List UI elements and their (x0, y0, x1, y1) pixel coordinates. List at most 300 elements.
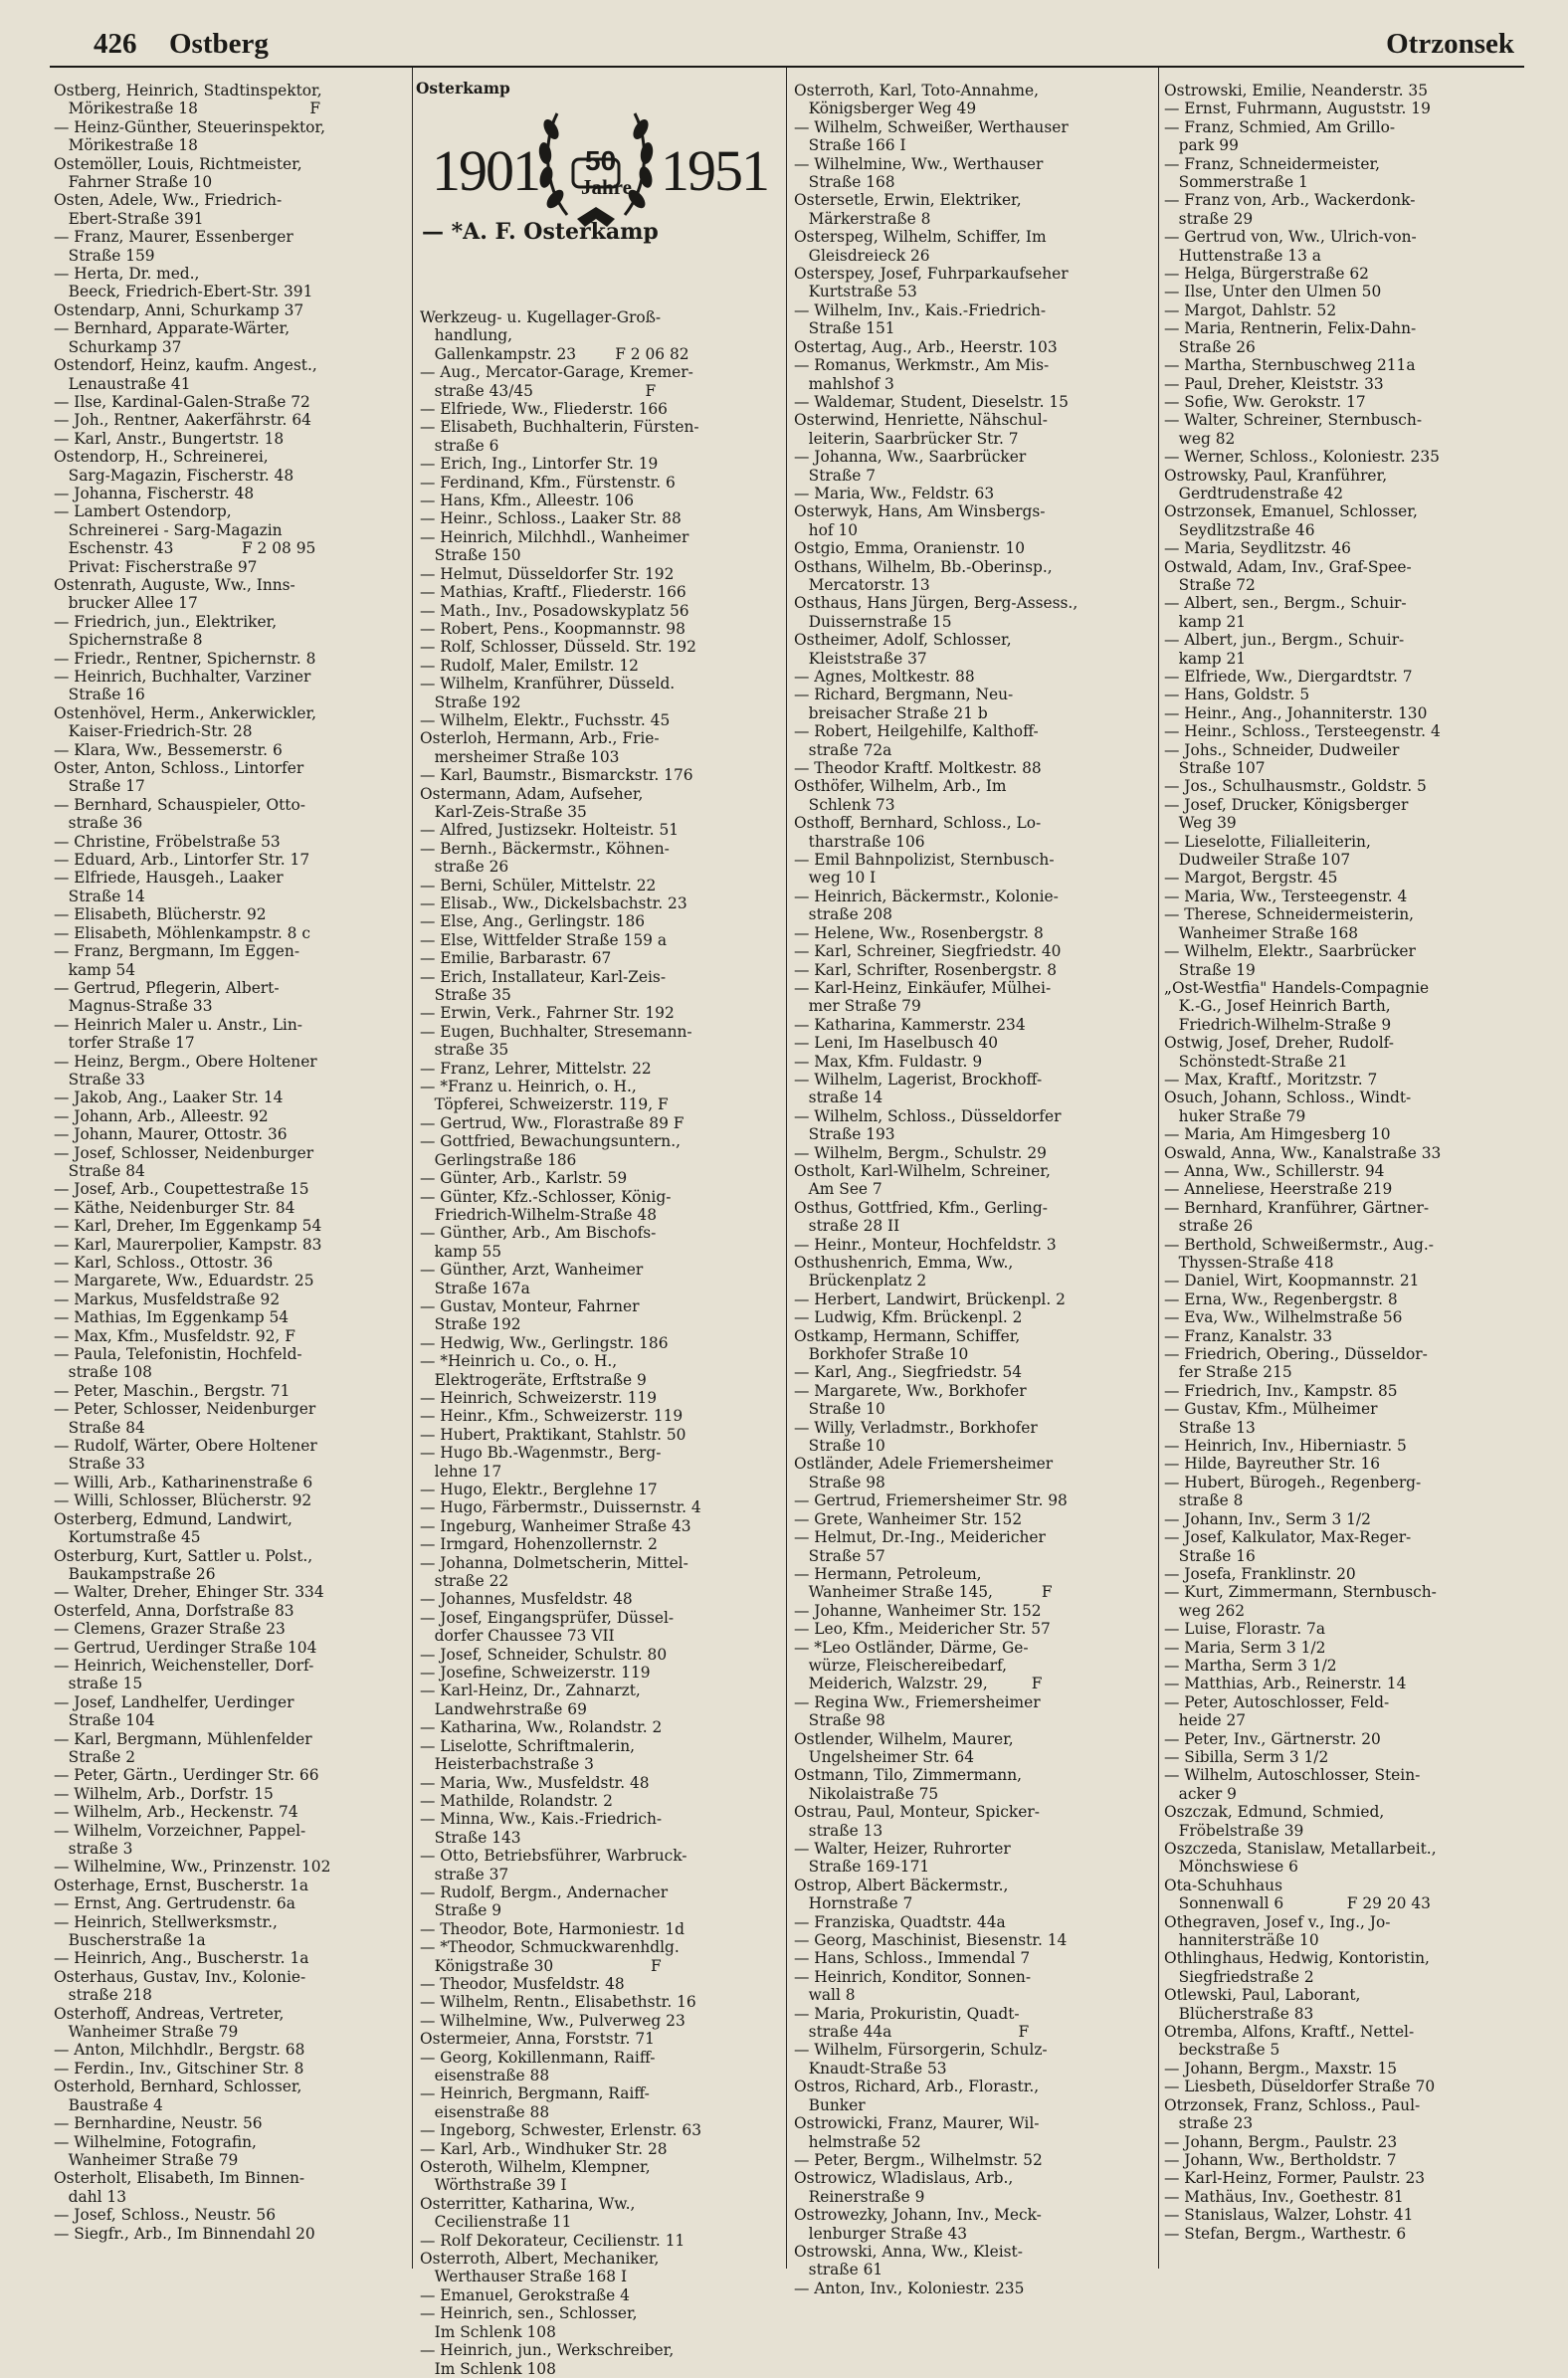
entry-line: Oswald, Anna, Ww., Kanalstraße 33 (1164, 1143, 1442, 1162)
entry-line: Straße 169-171 (794, 1858, 930, 1877)
entry-line: — Joh., Rentner, Aakerfährstr. 64 (54, 411, 311, 430)
entry-line: Ostmann, Tilo, Zimmermann, (794, 1766, 1022, 1785)
entry-line: — Peter, Bergm., Wilhelmstr. 52 (794, 2150, 1043, 2169)
entry-line: — Markus, Musfeldstraße 92 (54, 1289, 281, 1308)
entry-line: straße 208 (794, 905, 892, 924)
entry-line: — Hermann, Petroleum, (794, 1564, 982, 1583)
entry-line: — Hans, Goldstr. 5 (1164, 686, 1310, 704)
entry-line: Duissernstraße 15 (794, 612, 952, 631)
entry-line: — Daniel, Wirt, Koopmannstr. 21 (1164, 1272, 1420, 1290)
entry-line: — Luise, Florastr. 7a (1164, 1620, 1326, 1639)
entry-line: Oszczeda, Stanislaw, Metallarbeit., (1164, 1840, 1437, 1858)
entry-line: Ostwig, Josef, Dreher, Rudolf- (1164, 1034, 1394, 1053)
entry-line: park 99 (1164, 136, 1239, 155)
entry-line: — Kurt, Zimmermann, Sternbusch- (1164, 1583, 1437, 1602)
entry-line: — Peter, Gärtn., Uerdinger Str. 66 (54, 1766, 319, 1785)
entry-line: — Albert, jun., Bergm., Schuir- (1164, 631, 1405, 650)
entry-line: Ostros, Richard, Arb., Florastr., (794, 2078, 1040, 2096)
entry-line: — Willi, Schlosser, Blücherstr. 92 (54, 1491, 312, 1510)
entry-line: — Paula, Telefonistin, Hochfeld- (54, 1345, 302, 1364)
entry-line: — Karl, Schrifter, Rosenbergstr. 8 (794, 960, 1058, 979)
entry-line: — Hans, Kfm., Alleestr. 106 (420, 492, 635, 510)
entry-line: Straße 84 (54, 1161, 145, 1180)
entry-line: Meiderich, Walzstr. 29, F (794, 1675, 1043, 1693)
entry-line: — Josef, Schloss., Neustr. 56 (54, 2206, 276, 2225)
entry-line: Karl-Zeis-Straße 35 (420, 802, 587, 821)
entry-line: Straße 10 (794, 1400, 885, 1419)
entry-line: — Eva, Ww., Wilhelmstraße 56 (1164, 1308, 1403, 1327)
entry-line: Landwehrstraße 69 (420, 1699, 587, 1718)
entry-line: — Liselotte, Schriftmalerin, (420, 1736, 636, 1755)
entry-line: eisenstraße 88 (420, 2102, 550, 2121)
firm-name: — *A. F. Osterkamp (422, 219, 659, 245)
entry-line: — Heinr., Schloss., Laaker Str. 88 (420, 509, 682, 528)
entry-line: Otlewski, Paul, Laborant, (1164, 1986, 1361, 2005)
entry-line: — Franz, Kanalstr. 33 (1164, 1326, 1333, 1345)
entry-line: straße 44a F (794, 2023, 1030, 2042)
entry-line: — Franz, Lehrer, Mittelstr. 22 (420, 1059, 652, 1078)
entry-line: straße 37 (420, 1865, 509, 1883)
entry-line: straße 26 (420, 858, 509, 877)
entry-line: Ostrowski, Anna, Ww., Kleist- (794, 2242, 1023, 2261)
entry-line: — Gustav, Monteur, Fahrner (420, 1296, 640, 1315)
entry-line: — Karl, Maurerpolier, Kampstr. 83 (54, 1235, 322, 1254)
entry-line: — Alfred, Justizsekr. Holteistr. 51 (420, 821, 680, 840)
entry-line: weg 82 (1164, 429, 1236, 448)
entry-line: Otremba, Alfons, Kraftf., Nettel- (1164, 2023, 1415, 2042)
entry-line: Thyssen-Straße 418 (1164, 1254, 1334, 1272)
entry-line: Osthans, Wilhelm, Bb.-Oberinsp., (794, 557, 1053, 576)
entry-line: acker 9 (1164, 1784, 1237, 1803)
entry-line: — Rolf, Schlosser, Düsseld. Str. 192 (420, 638, 696, 657)
entry-line: straße 72a (794, 740, 892, 759)
entry-line: Straße 13 (1164, 1418, 1256, 1437)
entry-line: — Herta, Dr. med., (54, 265, 200, 284)
entry-line: Kaiser-Friedrich-Str. 28 (54, 722, 253, 741)
entry-line: — Karl, Schreiner, Siegfriedstr. 40 (794, 942, 1062, 961)
entry-line: Osten, Adele, Ww., Friedrich- (54, 191, 283, 210)
entry-line: Osteroth, Wilhelm, Klempner, (420, 2158, 651, 2177)
column-rule (786, 68, 787, 2269)
entry-line: — Wilhelm, Arb., Dorfstr. 15 (54, 1784, 274, 1803)
entry-line: — Johann, Maurer, Ottostr. 36 (54, 1125, 288, 1144)
entry-line: straße 28 II (794, 1217, 900, 1236)
entry-line: Straße 84 (54, 1418, 145, 1437)
entry-line: Knaudt-Straße 53 (794, 2059, 947, 2078)
entry-line: — Robert, Pens., Koopmannstr. 98 (420, 619, 686, 638)
entry-line: — Franz, Bergmann, Im Eggen- (54, 942, 300, 961)
entry-line: — Helene, Ww., Rosenbergstr. 8 (794, 923, 1044, 942)
entry-line: — Christine, Fröbelstraße 53 (54, 832, 281, 851)
entry-line: Straße 104 (54, 1711, 155, 1730)
entry-line: — Heinr., Kfm., Schweizerstr. 119 (420, 1407, 684, 1426)
entry-line: Schlenk 73 (794, 795, 895, 814)
logo-year-right: 1951 (661, 138, 768, 203)
entry-line: heide 27 (1164, 1711, 1247, 1730)
entry-line: — Minna, Ww., Kais.-Friedrich- (420, 1810, 663, 1829)
entry-line: — Maria, Am Himgesberg 10 (1164, 1125, 1391, 1144)
entry-line: — Heinr., Ang., Johanniterstr. 130 (1164, 703, 1428, 722)
entry-line: Oster, Anton, Schloss., Lintorfer (54, 759, 304, 778)
entry-line: — Josef, Eingangsprüfer, Düssel- (420, 1608, 675, 1627)
entry-line: — Max, Kraftf., Moritzstr. 7 (1164, 1070, 1378, 1089)
entry-line: — Martha, Serm 3 1/2 (1164, 1656, 1337, 1675)
entry-line: — Johanna, Dolmetscherin, Mittel- (420, 1553, 688, 1572)
entry-line: — Helmut, Dr.-Ing., Meidericher (794, 1528, 1046, 1547)
entry-line: — Mathilde, Rolandstr. 2 (420, 1791, 613, 1810)
entry-line: Osterhaus, Gustav, Inv., Kolonie- (54, 1967, 306, 1986)
entry-line: Hornstraße 7 (794, 1894, 913, 1913)
entry-line: — Franz, Schneidermeister, (1164, 154, 1381, 173)
entry-line: Weg 39 (1164, 814, 1237, 833)
entry-line: Osterburg, Kurt, Sattler u. Polst., (54, 1546, 313, 1565)
entry-line: — *Leo Ostländer, Därme, Ge- (794, 1638, 1029, 1657)
entry-line: Lenaustraße 41 (54, 374, 191, 393)
entry-line: — Hugo Bb.-Wagenmstr., Berg- (420, 1444, 662, 1463)
entry-line: — Heinrich, Inv., Hiberniastr. 5 (1164, 1437, 1407, 1456)
entry-line: — Friedr., Rentner, Spichernstr. 8 (54, 649, 316, 668)
entry-line: — Heinrich, Konditor, Sonnen- (794, 1967, 1032, 1986)
entry-line: Straße 168 (794, 173, 895, 192)
entry-line: straße 43/45 F (420, 381, 657, 400)
entry-line: Cecilienstraße 11 (420, 2213, 572, 2232)
entry-line: — Hedwig, Ww., Gerlingstr. 186 (420, 1333, 669, 1352)
entry-line: Straße 16 (1164, 1546, 1256, 1565)
entry-line: Baustraße 4 (54, 2095, 163, 2114)
entry-line: — Rudolf, Wärter, Obere Holtener (54, 1437, 317, 1456)
entry-line: Eschenstr. 43 F 2 08 95 (54, 539, 316, 558)
entry-line: Osterloh, Hermann, Arb., Frie- (420, 729, 660, 748)
entry-line: Töpferei, Schweizerstr. 119, F (420, 1095, 669, 1114)
entry-line: — Liesbeth, Düseldorfer Straße 70 (1164, 2078, 1436, 2096)
entry-line: — Günter, Arb., Karlstr. 59 (420, 1169, 628, 1188)
entry-line: — Ilse, Unter den Ulmen 50 (1164, 283, 1382, 301)
entry-line: Gerlingstraße 186 (420, 1150, 577, 1169)
entry-line: — Bernhard, Apparate-Wärter, (54, 319, 291, 338)
entry-line: — Johanna, Fischerstr. 48 (54, 484, 255, 502)
entry-line: Huttenstraße 13 a (1164, 246, 1321, 265)
entry-line: — Eduard, Arb., Lintorfer Str. 17 (54, 851, 310, 870)
entry-line: Straße 72 (1164, 575, 1256, 594)
entry-line: — Gertrud, Uerdinger Straße 104 (54, 1638, 317, 1657)
entry-line: Mönchswiese 6 (1164, 1858, 1298, 1877)
entry-line: straße 61 (794, 2261, 883, 2279)
entry-line: — Maria, Serm 3 1/2 (1164, 1638, 1326, 1657)
entry-line: — Wilhelmine, Ww., Prinzenstr. 102 (54, 1858, 331, 1877)
entry-line: Fahrner Straße 10 (54, 173, 213, 192)
entry-line: Oszczak, Edmund, Schmied, (1164, 1803, 1385, 1822)
entry-line: Straße 192 (420, 1315, 521, 1334)
page-header (50, 22, 1524, 68)
entry-line: — *Franz u. Heinrich, o. H., (420, 1078, 637, 1096)
entry-line: — Karl-Heinz, Einkäufer, Mülhei- (794, 978, 1052, 997)
entry-line: Werthauser Straße 168 I (420, 2268, 628, 2286)
entry-line: straße 6 (420, 436, 499, 455)
entry-line: — Theodor, Bote, Harmoniestr. 1d (420, 1919, 685, 1938)
entry-line: — Heinrich, Weichensteller, Dorf- (54, 1656, 314, 1675)
entry-line: Ostrop, Albert Bäckermstr., (794, 1876, 1009, 1894)
entry-line: — Wilhelm, Rentn., Elisabethstr. 16 (420, 1993, 696, 2012)
entry-line: — Eugen, Buchhalter, Stresemann- (420, 1022, 692, 1041)
entry-line: — *Theodor, Schmuckwarenhdlg. (420, 1938, 680, 1957)
entry-line: straße 108 (54, 1363, 152, 1382)
entry-line: mer Straße 79 (794, 997, 921, 1016)
entry-line: — Mathäus, Inv., Goethestr. 81 (1164, 2187, 1404, 2206)
entry-line: Osthöfer, Wilhelm, Arb., Im (794, 777, 1007, 796)
entry-line: — Hubert, Praktikant, Stahlstr. 50 (420, 1425, 686, 1444)
entry-line: — Günther, Arb., Am Bischofs- (420, 1224, 657, 1243)
entry-line: — Aug., Mercator-Garage, Kremer- (420, 363, 693, 382)
entry-line: Straße 192 (420, 693, 521, 711)
entry-line: straße 35 (420, 1041, 509, 1060)
entry-line: Wanheimer Straße 79 (54, 2150, 239, 2169)
entry-line: Ebert-Straße 391 (54, 209, 204, 228)
entry-line: Straße 98 (794, 1473, 885, 1491)
entry-line: „Ost-Westfia" Handels-Compagnie (1164, 978, 1430, 997)
entry-line: — Wilhelm, Schweißer, Werthauser (794, 117, 1069, 136)
entry-line: — Johann, Bergm., Paulstr. 23 (1164, 2132, 1398, 2151)
entry-line: — Ernst, Fuhrmann, Auguststr. 19 (1164, 99, 1431, 118)
entry-line: — Gustav, Kfm., Mülheimer (1164, 1400, 1378, 1419)
entry-line: Osterhage, Ernst, Buscherstr. 1a (54, 1876, 308, 1894)
entry-line: — Walter, Dreher, Ehinger Str. 334 (54, 1583, 324, 1602)
entry-line: weg 10 I (794, 869, 877, 888)
entry-line: Elektrogeräte, Erftstraße 9 (420, 1370, 647, 1389)
entry-line: — Albert, sen., Bergm., Schuir- (1164, 594, 1407, 613)
entry-line: — Emilie, Barbarastr. 67 (420, 949, 612, 968)
entry-line: — *Heinrich u. Co., o. H., (420, 1352, 618, 1371)
entry-line: — Jos., Schulhausmstr., Goldstr. 5 (1164, 777, 1427, 796)
entry-line: Ostertag, Aug., Arb., Heerstr. 103 (794, 337, 1058, 356)
entry-line: kamp 55 (420, 1242, 502, 1261)
entry-line: — Katharina, Kammerstr. 234 (794, 1015, 1026, 1034)
entry-line: — Johann, Arb., Alleestr. 92 (54, 1106, 269, 1125)
entry-line: Straße 35 (420, 986, 511, 1005)
entry-line: — Friedrich, Inv., Kampstr. 85 (1164, 1381, 1398, 1400)
entry-line: — Heinrich, Schweizerstr. 119 (420, 1388, 658, 1407)
entry-line: Brückenplatz 2 (794, 1272, 927, 1290)
entry-line: Ostheimer, Adolf, Schlosser, (794, 631, 1012, 650)
entry-line: — Josef, Landhelfer, Uerdinger (54, 1692, 294, 1711)
entry-line: — Josef, Schneider, Schulstr. 80 (420, 1645, 668, 1664)
entry-line: — Maria, Ww., Feldstr. 63 (794, 484, 995, 502)
logo-heading: Osterkamp (416, 80, 510, 98)
entry-line: kamp 21 (1164, 612, 1247, 631)
entry-line: — Elisab., Ww., Dickelsbachstr. 23 (420, 894, 687, 912)
entry-line: Ostenhövel, Herm., Ankerwickler, (54, 703, 317, 722)
entry-line: beckstraße 5 (1164, 2041, 1280, 2060)
entry-line: Straße 2 (54, 1747, 136, 1766)
entry-line: Osthoff, Bernhard, Schloss., Lo- (794, 814, 1042, 833)
entry-line: — Erwin, Verk., Fahrner Str. 192 (420, 1004, 675, 1023)
entry-line: — Emanuel, Gerokstraße 4 (420, 2285, 630, 2304)
entry-line: — Robert, Heilgehilfe, Kalthoff- (794, 722, 1039, 741)
entry-line: — Maria, Ww., Musfeldstr. 48 (420, 1773, 650, 1792)
entry-line: Siegfriedstraße 2 (1164, 1967, 1314, 1986)
entry-line: — Karl-Heinz, Dr., Zahnarzt, (420, 1682, 641, 1700)
entry-line: — Berthold, Schweißermstr., Aug.- (1164, 1235, 1434, 1254)
entry-line: — Ferdin., Inv., Gitschiner Str. 8 (54, 2059, 304, 2078)
entry-line: — Friedrich, Obering., Düsseldor- (1164, 1345, 1428, 1364)
entry-line: — Sibilla, Serm 3 1/2 (1164, 1747, 1329, 1766)
entry-line: Osterfeld, Anna, Dorfstraße 83 (54, 1601, 294, 1620)
entry-line: hannitersträße 10 (1164, 1931, 1319, 1950)
entry-line: helmstraße 52 (794, 2132, 921, 2151)
entry-line: — Josef, Arb., Coupettestraße 15 (54, 1180, 309, 1199)
entry-line: Osterhoff, Andreas, Vertreter, (54, 2004, 285, 2023)
entry-line: Straße 7 (794, 466, 877, 485)
entry-line: — Peter, Schlosser, Neidenburger (54, 1400, 316, 1419)
entry-line: Werkzeug- u. Kugellager-Groß- (420, 308, 662, 326)
logo-year-left: 1901 (432, 138, 539, 203)
entry-line: Wanheimer Straße 79 (54, 2023, 239, 2042)
entry-line: mersheimer Straße 103 (420, 747, 620, 766)
entry-line: dorfer Chaussee 73 VII (420, 1627, 615, 1646)
entry-line: huker Straße 79 (1164, 1106, 1306, 1125)
entry-line: — Heinrich, Ang., Buscherstr. 1a (54, 1949, 309, 1968)
entry-line: Buscherstraße 1a (54, 1931, 206, 1950)
entry-line: — Johann, Ww., Bertholdstr. 7 (1164, 2150, 1397, 2169)
entry-line: Osterwyk, Hans, Am Winsbergs- (794, 502, 1046, 521)
entry-line: Sommerstraße 1 (1164, 173, 1308, 192)
entry-line: kamp 21 (1164, 649, 1247, 668)
entry-line: — Bernh., Bäckermstr., Köhnen- (420, 839, 670, 858)
entry-line: — Irmgard, Hohenzollernstr. 2 (420, 1535, 658, 1554)
entry-line: — Franziska, Quadtstr. 44a (794, 1912, 1006, 1931)
entry-line: Othegraven, Josef v., Ing., Jo- (1164, 1912, 1391, 1931)
entry-line: Schreinerei - Sarg-Magazin (54, 520, 283, 539)
entry-line: Kleiststraße 37 (794, 649, 927, 668)
entry-line: Mörikestraße 18 (54, 136, 198, 155)
entry-line: Straße 151 (794, 319, 895, 338)
entry-line: — Stefan, Bergm., Warthestr. 6 (1164, 2224, 1407, 2243)
entry-line: — Rolf Dekorateur, Cecilienstr. 11 (420, 2231, 686, 2250)
entry-line: — Maria, Seydlitzstr. 46 (1164, 539, 1351, 558)
entry-line: — Ludwig, Kfm. Brückenpl. 2 (794, 1308, 1023, 1327)
entry-line: Straße 57 (794, 1546, 885, 1565)
entry-line: Straße 33 (54, 1455, 145, 1474)
entry-line: — Clemens, Grazer Straße 23 (54, 1620, 286, 1639)
entry-line: — Wilhelm, Vorzeichner, Pappel- (54, 1821, 306, 1840)
entry-line: Straße 166 I (794, 136, 906, 155)
entry-line: Osthus, Gottfried, Kfm., Gerling- (794, 1198, 1048, 1217)
entry-line: — Herbert, Landwirt, Brückenpl. 2 (794, 1289, 1066, 1308)
entry-line: Straße 159 (54, 246, 155, 265)
entry-line: Osterwind, Henriette, Nähschul- (794, 411, 1048, 430)
entry-line: — Ingeborg, Schwester, Erlenstr. 63 (420, 2121, 701, 2140)
entry-line: — Erich, Ing., Lintorfer Str. 19 (420, 455, 659, 474)
entry-line: Mörikestraße 18 F (54, 99, 321, 118)
entry-line: — Bernhard, Schauspieler, Otto- (54, 795, 305, 814)
entry-line: — Mathias, Im Eggenkamp 54 (54, 1308, 290, 1327)
entry-line: kamp 54 (54, 960, 136, 979)
entry-line: — Lambert Ostendorp, (54, 502, 232, 521)
entry-line: — Willy, Verladmstr., Borkhofer (794, 1418, 1038, 1437)
entry-line: straße 14 (794, 1089, 883, 1107)
entry-line: Sarg-Magazin, Fischerstr. 48 (54, 466, 294, 485)
entry-line: straße 218 (54, 1986, 152, 2005)
entry-line: straße 15 (54, 1675, 143, 1693)
entry-line: — Ilse, Kardinal-Galen-Straße 72 (54, 392, 310, 411)
entry-line: Osterspeg, Wilhelm, Schiffer, Im (794, 228, 1047, 247)
column-4 (1164, 82, 1520, 2267)
entry-line: straße 22 (420, 1572, 509, 1591)
entry-line: — Margot, Dahlstr. 52 (1164, 300, 1337, 319)
entry-line: — Gertrud, Pflegerin, Albert- (54, 978, 280, 997)
entry-line: straße 36 (54, 814, 143, 833)
entry-line: — Georg, Kokillenmann, Raiff- (420, 2048, 656, 2067)
entry-line: Ostersetle, Erwin, Elektriker, (794, 191, 1022, 210)
entry-line: — Sofie, Ww. Gerokstr. 17 (1164, 392, 1366, 411)
entry-line: — Wilhelmine, Fotografin, (54, 2132, 257, 2151)
entry-line: — Friedrich, jun., Elektriker, (54, 612, 278, 631)
entry-line: — Wilhelm, Autoschlosser, Stein- (1164, 1766, 1421, 1785)
entry-line: — Maria, Prokuristin, Quadt- (794, 2004, 1020, 2023)
entry-line: wall 8 (794, 1986, 856, 2005)
entry-line: Gallenkampstr. 23 F 2 06 82 (420, 344, 689, 363)
entry-line: — Josefa, Franklinstr. 20 (1164, 1564, 1356, 1583)
entry-line: — Berni, Schüler, Mittelstr. 22 (420, 876, 657, 894)
entry-line: — Wilhelm, Inv., Kais.-Friedrich- (794, 300, 1047, 319)
entry-line: Straße 150 (420, 546, 521, 565)
entry-line: — Gertrud, Ww., Florastraße 89 F (420, 1113, 685, 1132)
entry-line: — Math., Inv., Posadowskyplatz 56 (420, 601, 689, 620)
entry-line: — Grete, Wanheimer Str. 152 (794, 1509, 1023, 1528)
entry-line: — Karl, Bergmann, Mühlenfelder (54, 1729, 312, 1748)
entry-line: Blücherstraße 83 (1164, 2004, 1314, 2023)
entry-line: — Johanna, Ww., Saarbrücker (794, 448, 1027, 467)
entry-line: mahlshof 3 (794, 374, 894, 393)
entry-line: — Käthe, Neidenburger Str. 84 (54, 1198, 295, 1217)
entry-line: Straße 17 (54, 777, 145, 796)
entry-line: — Maria, Rentnerin, Felix-Dahn- (1164, 319, 1417, 338)
entry-line: Ostrzonsek, Emanuel, Schlosser, (1164, 502, 1418, 521)
logo-fifty: 50 (585, 145, 617, 176)
entry-line: Osterritter, Katharina, Ww., (420, 2194, 636, 2213)
entry-line: Magnus-Straße 33 (54, 997, 213, 1016)
entry-line: — Johann, Bergm., Maxstr. 15 (1164, 2059, 1398, 2078)
entry-line: Ostendorp, H., Schreinerei, (54, 448, 269, 467)
entry-line: — Margot, Bergstr. 45 (1164, 869, 1338, 888)
entry-line: Ota-Schuhhaus (1164, 1876, 1282, 1894)
entry-line: — Maria, Ww., Tersteegenstr. 4 (1164, 887, 1408, 905)
entry-line: — Klara, Ww., Bessemerstr. 6 (54, 740, 283, 759)
entry-line: weg 262 (1164, 1601, 1246, 1620)
entry-line: würze, Fleischereibedarf, (794, 1656, 1008, 1675)
entry-line: — Günter, Kfz.-Schlosser, König- (420, 1187, 672, 1206)
entry-line: — Gertrud von, Ww., Ulrich-von- (1164, 228, 1417, 247)
entry-line: — Katharina, Ww., Rolandstr. 2 (420, 1718, 663, 1737)
entry-line: — Werner, Schloss., Koloniestr. 235 (1164, 448, 1440, 467)
entry-line: — Romanus, Werkmstr., Am Mis- (794, 356, 1050, 375)
entry-line: Ostwald, Adam, Inv., Graf-Spee- (1164, 557, 1412, 576)
entry-line: — Gertrud, Friemersheimer Str. 98 (794, 1491, 1068, 1510)
entry-line: — Peter, Autoschlosser, Feld- (1164, 1692, 1390, 1711)
entry-line: Straße 14 (54, 887, 145, 905)
left-guide-word: Ostberg (169, 28, 269, 60)
entry-line: Ostländer, Adele Friemersheimer (794, 1455, 1054, 1474)
entry-line: lehne 17 (420, 1462, 502, 1481)
entry-line: Straße 143 (420, 1828, 521, 1847)
entry-line: tharstraße 106 (794, 832, 925, 851)
entry-line: Ostrowicki, Franz, Maurer, Wil- (794, 2114, 1040, 2133)
entry-line: — Erna, Ww., Regenbergstr. 8 (1164, 1289, 1398, 1308)
entry-line: Straße 33 (54, 1070, 145, 1089)
entry-line: — Leo, Kfm., Meidericher Str. 57 (794, 1620, 1051, 1639)
entry-line: — Theodor Kraftf. Moltkestr. 88 (794, 759, 1042, 778)
entry-line: — Gottfried, Bewachungsuntern., (420, 1132, 681, 1151)
entry-line: — Emil Bahnpolizist, Sternbusch- (794, 851, 1055, 870)
